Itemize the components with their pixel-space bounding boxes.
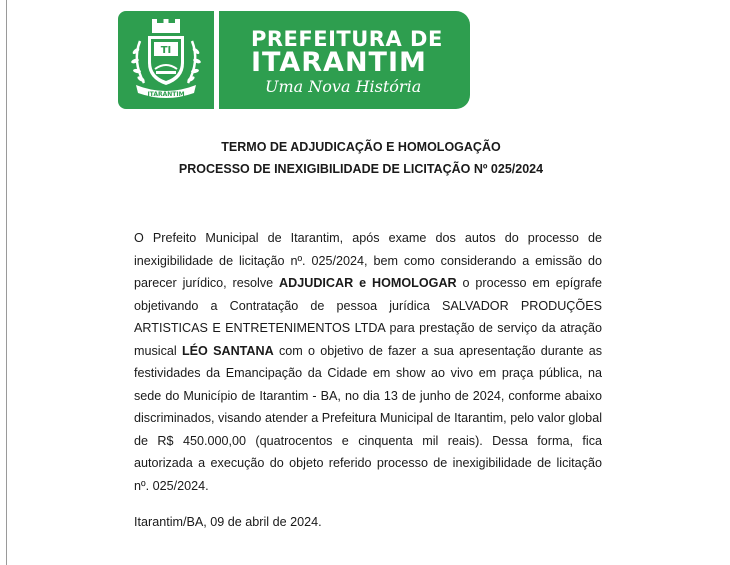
coat-of-arms-icon — [118, 11, 214, 109]
document-subtitle: PROCESSO DE INEXIGIBILIDADE DE LICITAÇÃO Nº 025/2024 — [178, 162, 544, 176]
body-bold-1: ADJUDICAR e HOMOLOGAR — [279, 276, 457, 290]
date-line: Itarantim/BA, 09 de abril de 2024. — [134, 515, 322, 529]
banner-slogan: Uma Nova História — [265, 77, 422, 96]
seal-text: ITARANTIM — [147, 91, 185, 98]
body-part-2: o processo em epígrafe objetivando a Contratação de pessoa jurídica SALVADOR PRODUÇÕES ARTISTICAS E ENTRETENIMENTOS LTDA para prestação de serviço da atração musical — [134, 276, 602, 358]
header-logo — [118, 11, 470, 109]
body-part-3: com o objetivo de fazer a sua apresentação durante as festividades da Emancipação da Cidade em show ao vivo em praça pública, na sede do Município de Itarantim - BA, no dia 13 de junho de 2024, conforme abaixo discriminados, visando atender a Prefeitura Municipal de Itarantim, pelo valor global de R$ 450.000,00 (quatrocentos e cinquenta mil reais). Dessa forma, fica autorizada a execução do objeto referido processo de inexigibilidade de licitação nº. 025/2024. — [134, 343, 602, 493]
document-title: TERMO DE ADJUDICAÇÃO E HOMOLOGAÇÃO — [221, 140, 501, 154]
body-part-1: O Prefeito Municipal de Itarantim, após exame dos autos do processo de inexigibilidade de licitação nº. 025/2024, bem como considerando a emissão do parecer jurídico, resolve — [134, 231, 602, 290]
municipal-seal — [118, 11, 214, 109]
header-banner — [219, 11, 470, 109]
body-bold-2: LÉO SANTANA — [181, 343, 274, 358]
banner-title-line1: PREFEITURA DE — [251, 27, 443, 51]
document-body — [134, 227, 602, 497]
page-edge — [6, 0, 7, 565]
svg-text:TI: TI — [160, 45, 172, 56]
banner-title-line2: ITARANTIM — [251, 47, 427, 78]
